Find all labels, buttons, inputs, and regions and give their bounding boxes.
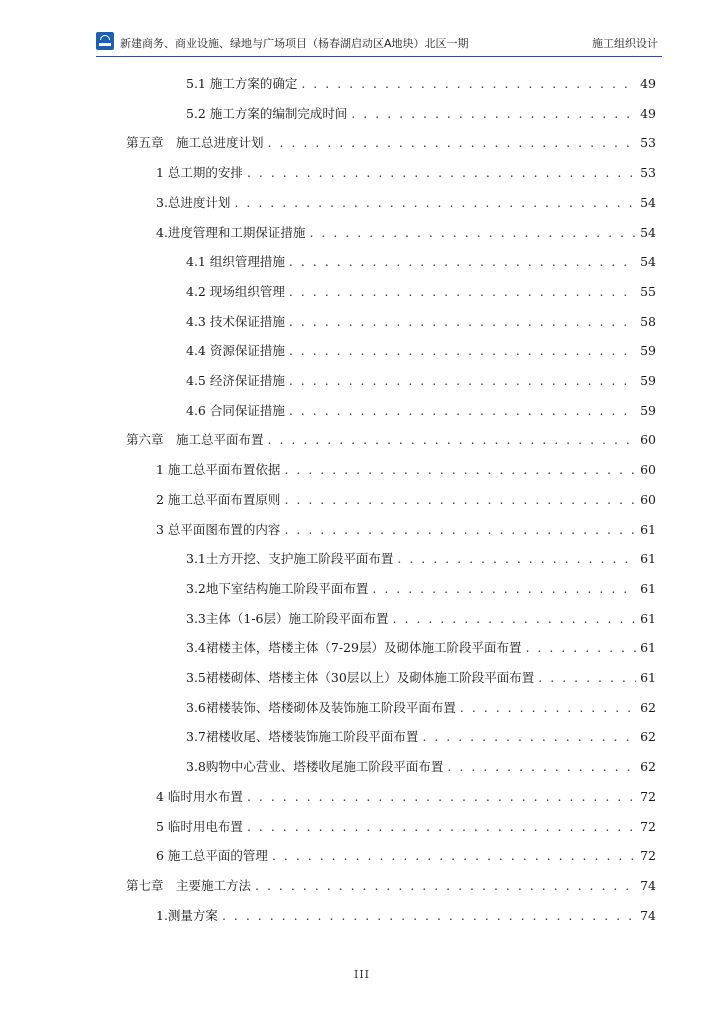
toc-entry-page: 60 — [640, 492, 656, 507]
toc-entry-title: 5 临时用电布置 — [156, 819, 243, 834]
toc-entry[interactable] — [186, 282, 656, 302]
toc-entry-page: 60 — [640, 432, 656, 447]
toc-entry-page: 59 — [640, 373, 656, 388]
toc-entry-page: 59 — [640, 343, 656, 358]
toc-entry-page: 72 — [640, 848, 656, 863]
toc-entry[interactable] — [156, 817, 656, 837]
toc-leader-dots — [247, 163, 636, 183]
toc-entry-title: 6 施工总平面的管理 — [156, 848, 268, 863]
toc-entry[interactable] — [156, 906, 656, 926]
toc-entry[interactable] — [126, 876, 656, 896]
toc-entry[interactable] — [126, 133, 656, 153]
toc-entry-title: 4.1 组织管理措施 — [186, 254, 285, 269]
toc-entry[interactable] — [186, 341, 656, 361]
toc-entry-title: 3.6裙楼装饰、塔楼砌体及装饰施工阶段平面布置 — [186, 700, 456, 715]
toc-leader-dots — [247, 787, 636, 807]
toc-entry-page: 49 — [640, 106, 656, 121]
toc-leader-dots — [351, 104, 636, 124]
toc-entry[interactable] — [186, 668, 656, 688]
toc-entry-title: 1.测量方案 — [156, 908, 218, 923]
toc-leader-dots — [284, 520, 636, 540]
toc-entry[interactable] — [156, 490, 656, 510]
toc-leader-dots — [255, 876, 636, 896]
toc-entry[interactable] — [186, 312, 656, 332]
toc-leader-dots — [268, 133, 636, 153]
toc-entry-page: 62 — [640, 759, 656, 774]
toc-leader-dots — [393, 609, 636, 629]
toc-leader-dots — [397, 549, 636, 569]
toc-entry[interactable] — [156, 223, 656, 243]
toc-entry-title: 3.7裙楼收尾、塔楼装饰施工阶段平面布置 — [186, 729, 419, 744]
company-logo-icon — [96, 32, 114, 50]
toc-entry-title: 3.3主体（1-6层）施工阶段平面布置 — [186, 611, 389, 626]
toc-entry-title: 4 临时用水布置 — [156, 789, 243, 804]
toc-entry[interactable] — [186, 252, 656, 272]
toc-entry[interactable] — [156, 163, 656, 183]
toc-entry-title: 3.总进度计划 — [156, 195, 231, 210]
toc-entry-title: 4.进度管理和工期保证措施 — [156, 225, 306, 240]
toc-entry-page: 72 — [640, 789, 656, 804]
toc-entry-page: 61 — [640, 640, 656, 655]
toc-leader-dots — [247, 817, 636, 837]
document-title: 施工组织设计 — [592, 37, 658, 50]
toc-entry-page: 74 — [640, 878, 656, 893]
toc-entry-title: 1 总工期的安排 — [156, 165, 243, 180]
toc-leader-dots — [222, 906, 636, 926]
page-header — [96, 30, 662, 57]
toc-entry[interactable] — [186, 401, 656, 421]
toc-entry-title: 1 施工总平面布置依据 — [156, 462, 281, 477]
toc-entry[interactable] — [186, 638, 656, 658]
toc-entry-page: 62 — [640, 729, 656, 744]
toc-entry-title: 第五章 施工总进度计划 — [126, 135, 264, 150]
toc-leader-dots — [422, 727, 636, 747]
toc-entry-title: 3.8购物中心营业、塔楼收尾施工阶段平面布置 — [186, 759, 444, 774]
toc-entry-title: 第七章 主要施工方法 — [126, 878, 252, 893]
toc-entry-title: 4.3 技术保证措施 — [186, 314, 285, 329]
toc-entry-title: 5.1 施工方案的确定 — [186, 76, 298, 91]
toc-entry-page: 54 — [640, 195, 656, 210]
toc-leader-dots — [301, 74, 636, 94]
toc-leader-dots — [234, 193, 636, 213]
toc-leader-dots — [284, 490, 636, 510]
toc-leader-dots — [289, 341, 636, 361]
toc-entry-page: 54 — [640, 225, 656, 240]
toc-entry[interactable] — [126, 430, 656, 450]
toc-entry-title: 3.4裙楼主体，塔楼主体（7-29层）及砌体施工阶段平面布置 — [186, 640, 522, 655]
toc-entry-page: 59 — [640, 403, 656, 418]
toc-entry-page: 61 — [640, 551, 656, 566]
toc-entry[interactable] — [186, 371, 656, 391]
toc-leader-dots — [289, 252, 636, 272]
toc-leader-dots — [447, 757, 636, 777]
project-title: 新建商务、商业设施、绿地与广场项目（杨春湖启动区A地块）北区一期 — [120, 37, 469, 50]
toc-entry[interactable] — [186, 104, 656, 124]
toc-entry-title: 3.5裙楼砌体、塔楼主体（30层以上）及砌体施工阶段平面布置 — [186, 670, 535, 685]
toc-entry-page: 55 — [640, 284, 656, 299]
toc-entry-page: 53 — [640, 135, 656, 150]
toc-entry[interactable] — [156, 846, 656, 866]
toc-leader-dots — [289, 282, 636, 302]
toc-entry[interactable] — [156, 193, 656, 213]
toc-entry-page: 61 — [640, 522, 656, 537]
toc-entry-title: 2 施工总平面布置原则 — [156, 492, 281, 507]
toc-entry-page: 61 — [640, 611, 656, 626]
toc-leader-dots — [525, 638, 636, 658]
toc-entry-title: 5.2 施工方案的编制完成时间 — [186, 106, 348, 121]
toc-entry[interactable] — [186, 579, 656, 599]
toc-entry-title: 4.2 现场组织管理 — [186, 284, 285, 299]
toc-entry-title: 第六章 施工总平面布置 — [126, 432, 264, 447]
toc-leader-dots — [268, 430, 636, 450]
toc-entry[interactable] — [186, 549, 656, 569]
toc-entry[interactable] — [186, 757, 656, 777]
toc-leader-dots — [460, 698, 636, 718]
toc-leader-dots — [538, 668, 636, 688]
toc-entry[interactable] — [156, 787, 656, 807]
toc-entry-page: 61 — [640, 581, 656, 596]
toc-leader-dots — [284, 460, 636, 480]
toc-entry[interactable] — [186, 727, 656, 747]
toc-entry-page: 74 — [640, 908, 656, 923]
toc-entry-title: 4.5 经济保证措施 — [186, 373, 285, 388]
toc-entry-title: 3.2地下室结构施工阶段平面布置 — [186, 581, 369, 596]
toc-entry-page: 49 — [640, 76, 656, 91]
toc-leader-dots — [289, 312, 636, 332]
toc-entry-title: 4.4 资源保证措施 — [186, 343, 285, 358]
toc-entry[interactable] — [186, 698, 656, 718]
toc-entry[interactable] — [156, 460, 656, 480]
toc-leader-dots — [309, 223, 636, 243]
toc-entry[interactable] — [186, 74, 656, 94]
toc-entry-page: 72 — [640, 819, 656, 834]
toc-leader-dots — [272, 846, 636, 866]
toc-entry-page: 61 — [640, 670, 656, 685]
toc-leader-dots — [289, 401, 636, 421]
toc-entry[interactable] — [156, 520, 656, 540]
toc-entry-title: 4.6 合同保证措施 — [186, 403, 285, 418]
toc-entry-title: 3 总平面图布置的内容 — [156, 522, 281, 537]
toc-entry[interactable] — [186, 609, 656, 629]
toc-entry-page: 58 — [640, 314, 656, 329]
toc-leader-dots — [372, 579, 636, 599]
toc-entry-page: 60 — [640, 462, 656, 477]
toc-leader-dots — [289, 371, 636, 391]
page-number: III — [353, 968, 371, 981]
toc-entry-page: 54 — [640, 254, 656, 269]
toc-entry-page: 53 — [640, 165, 656, 180]
toc-entry-page: 62 — [640, 700, 656, 715]
toc-entry-title: 3.1土方开挖、支护施工阶段平面布置 — [186, 551, 394, 566]
